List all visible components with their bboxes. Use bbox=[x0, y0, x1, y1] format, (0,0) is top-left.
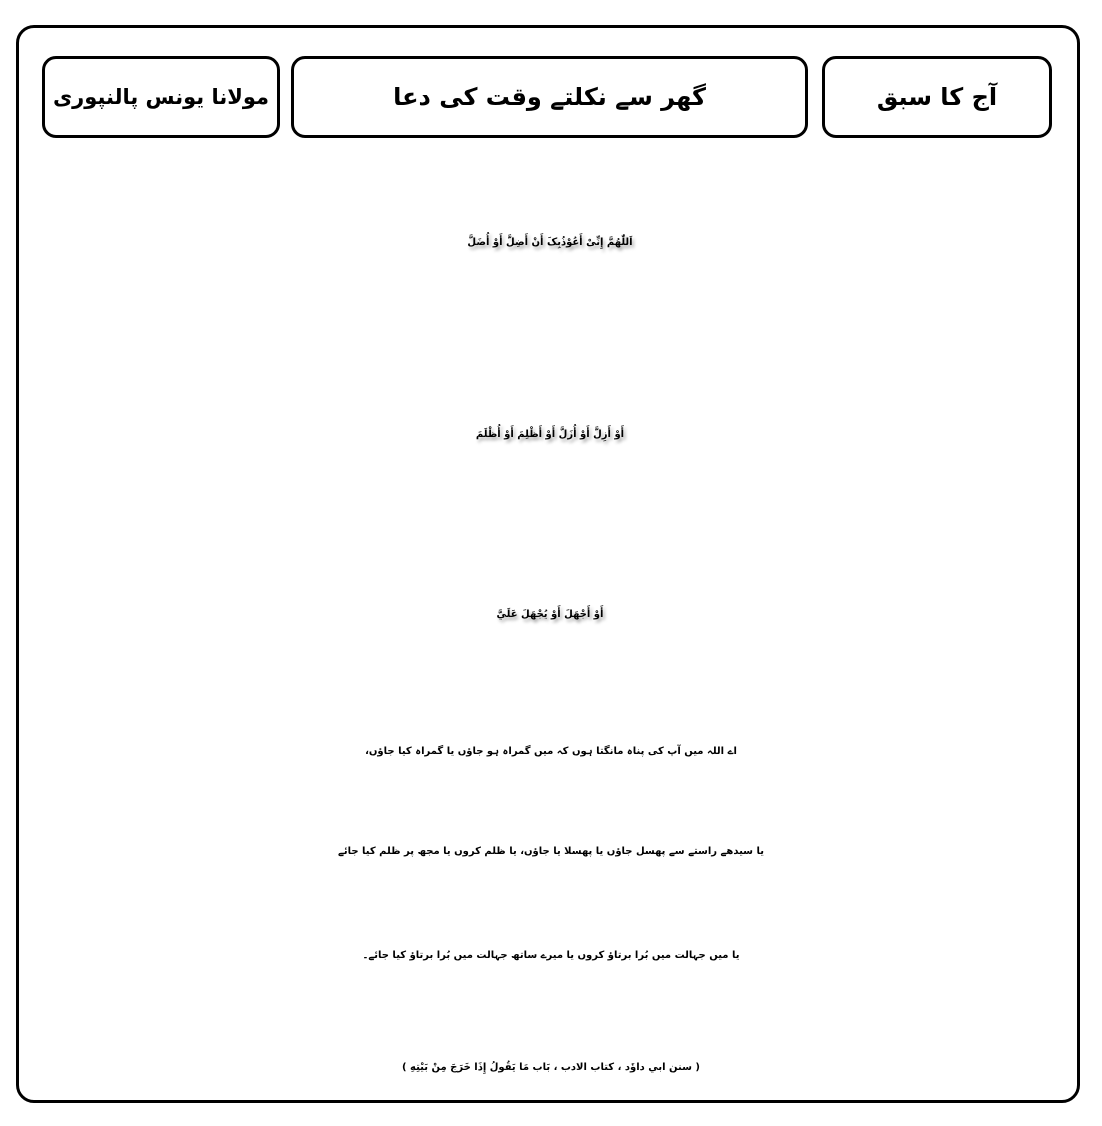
author-name: مولانا یونس پالنپوری bbox=[52, 85, 270, 109]
translation-line-2: یا سیدھے راستے سے پھسل جاؤں یا پھسلا یا جاؤں، یا ظلم کروں یا مجھ پر ظلم کیا جائے bbox=[337, 846, 765, 857]
dua-arabic-line-2: أَوْ أَزِلَّ أَوْ أُزَلَّ أَوْ أَظْلِمَ أَوْ أُظْلَمَ bbox=[475, 429, 625, 440]
dua-arabic-line-1: اَللّٰھُمَّ إِنِّیْ أَعُوْذُبِکَ أَنْ أَضِلَّ أَوْ أُضَلَّ bbox=[467, 237, 633, 248]
dua-arabic-line-3: أَوْ أَجْهَلَ أَوْ يُجْهَلَ عَلَيَّ bbox=[496, 609, 604, 620]
author-box bbox=[42, 56, 280, 138]
lesson-label: آج کا سبق bbox=[876, 83, 998, 111]
title-box bbox=[291, 56, 808, 138]
dua-title: گھر سے نکلتے وقت کی دعا bbox=[393, 83, 706, 111]
lesson-box bbox=[822, 56, 1052, 138]
translation-line-3: یا میں جہالت میں بُرا برتاؤ کروں یا میرے ساتھ جہالت میں بُرا برتاؤ کیا جائے۔ bbox=[362, 950, 740, 961]
hadith-reference: ( سنن ابي داوٗد ، كتاب الادب ، بَاب مَا يَقُولُ إِذَا خَرَجَ مِنْ بَيْتِهِ ) bbox=[401, 1062, 701, 1073]
translation-line-1: اے اللہ میں آپ کی پناہ مانگتا ہوں کہ میں گمراہ ہو جاؤں یا گمراہ کیا جاؤں، bbox=[365, 746, 737, 757]
